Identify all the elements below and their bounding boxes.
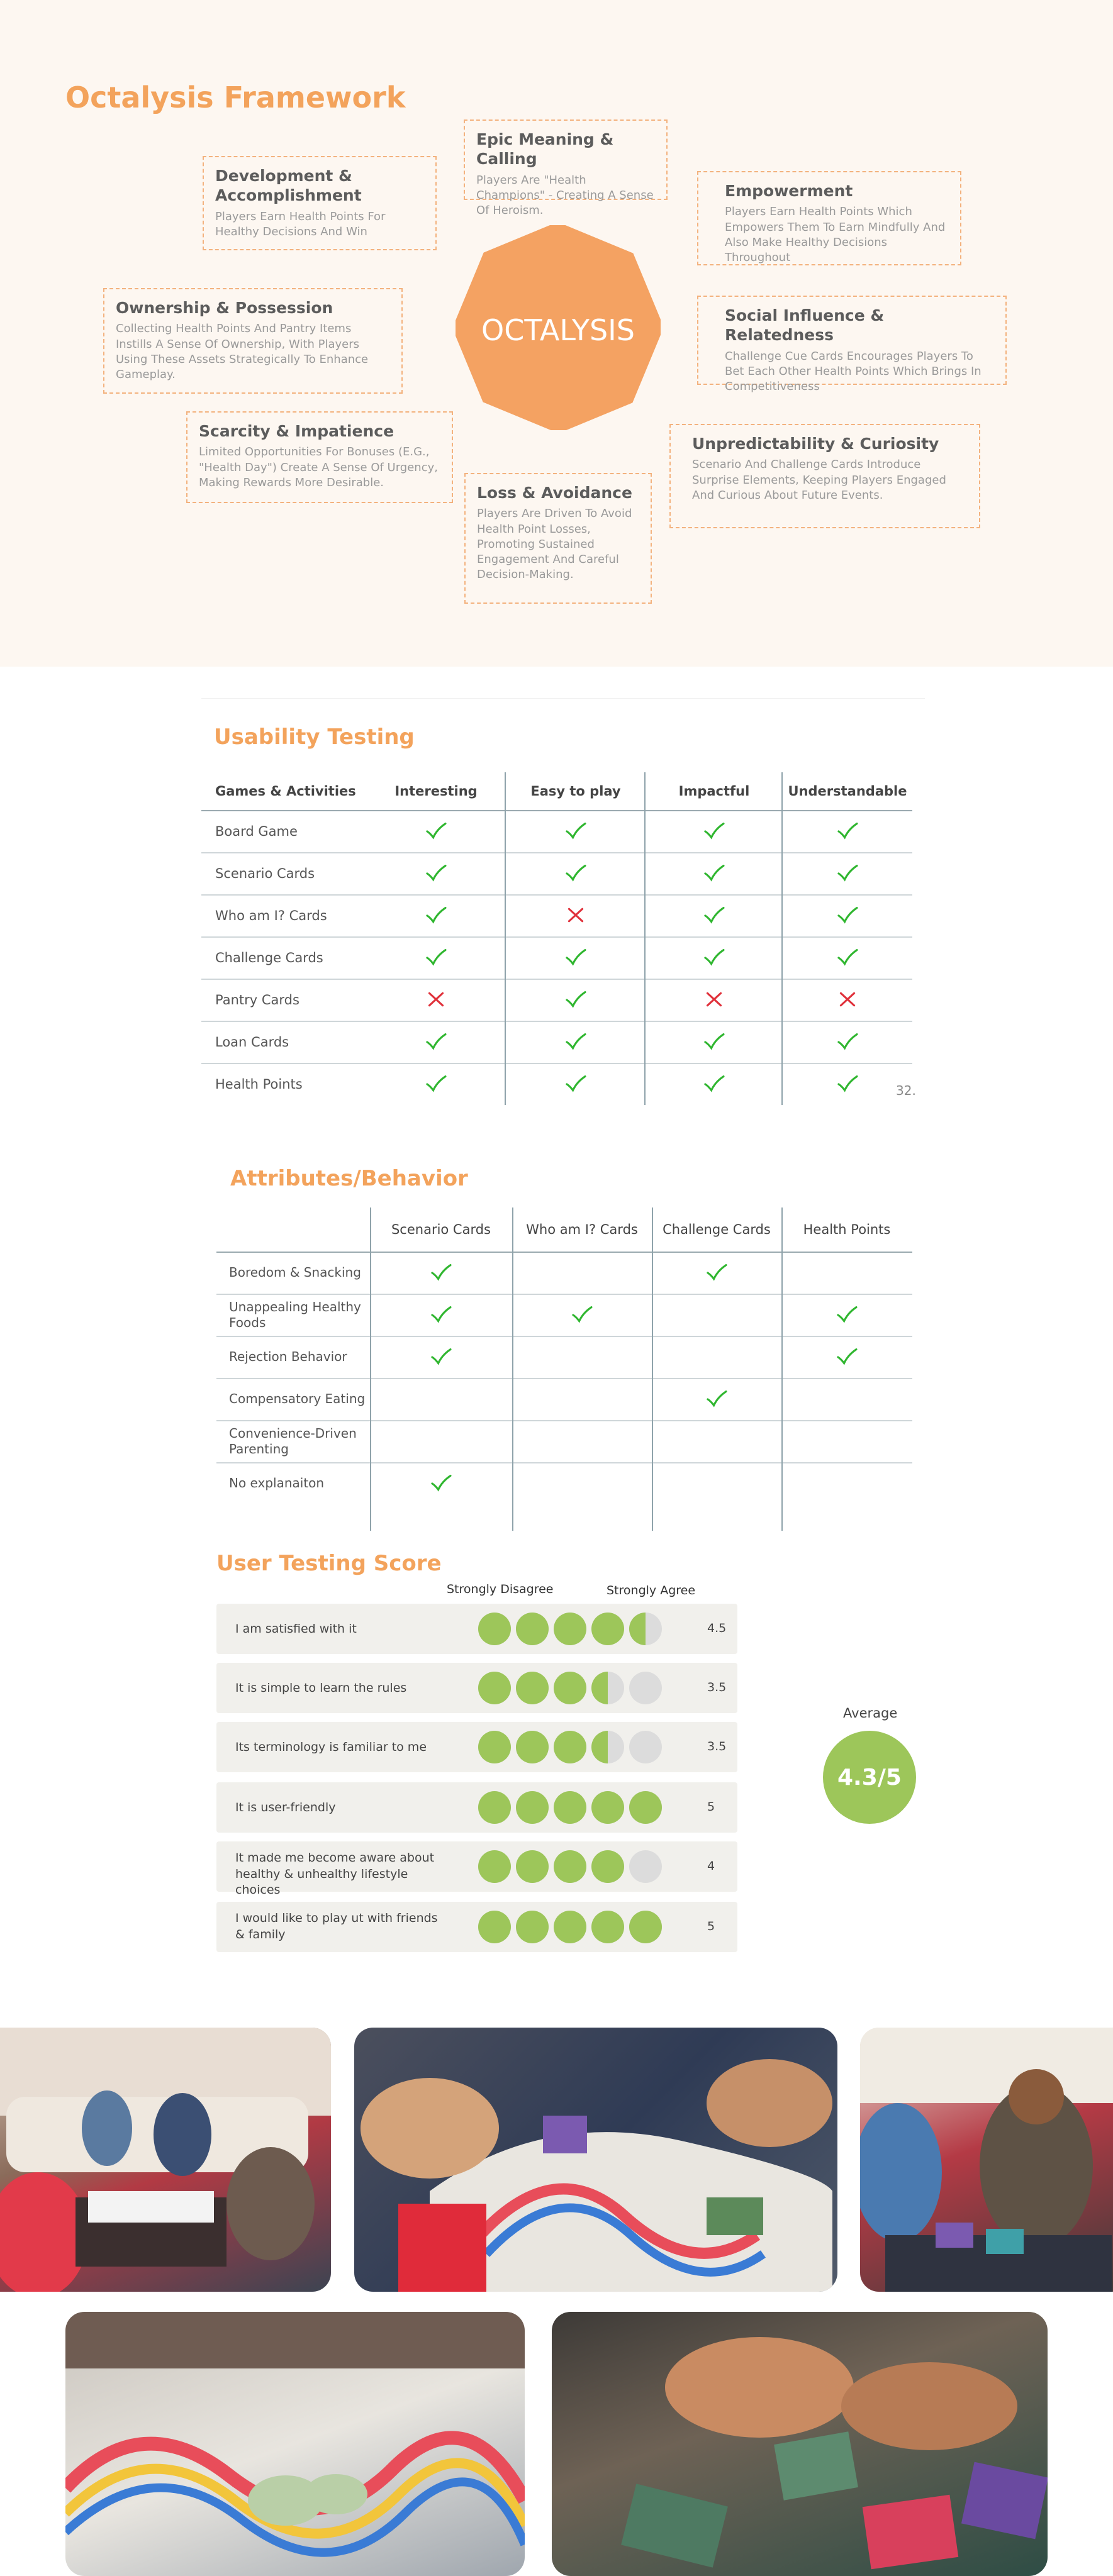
row-divider bbox=[201, 1063, 912, 1064]
drive-desc: Players Are "Health Champions" - Creating A Sense Of Heroism. bbox=[476, 173, 654, 218]
score-row bbox=[216, 1841, 737, 1897]
check-icon bbox=[704, 1263, 729, 1282]
row-label: Rejection Behavior bbox=[229, 1349, 347, 1364]
octagon-label: OCTALYSIS bbox=[481, 313, 635, 347]
drive-title: Scarcity & Impatience bbox=[199, 422, 394, 440]
score-dot bbox=[478, 1731, 511, 1763]
check-icon bbox=[423, 821, 449, 840]
column-divider bbox=[781, 772, 783, 1105]
drive-unpredictability bbox=[669, 424, 980, 528]
row-label: Who am I? Cards bbox=[215, 908, 327, 923]
score-dot-fill bbox=[516, 1613, 549, 1645]
score-dot-fill bbox=[478, 1613, 511, 1645]
check-icon bbox=[563, 990, 588, 1009]
drive-title: Unpredictability & Curiosity bbox=[692, 435, 939, 453]
column-header: Who am I? Cards bbox=[526, 1222, 638, 1237]
row-label: Convenience-Driven Parenting bbox=[229, 1425, 357, 1457]
drive-desc: Limited Opportunities For Bonuses (E.G., "Health Day") Create A Sense Of Urgency, Making Rewards More Desirable. bbox=[199, 445, 438, 489]
score-dot-fill bbox=[516, 1791, 549, 1824]
score-row bbox=[216, 1604, 737, 1654]
check-icon bbox=[702, 1074, 727, 1093]
score-dot-fill bbox=[554, 1911, 586, 1943]
column-header: Games & Activities bbox=[215, 784, 356, 799]
score-dot bbox=[591, 1731, 624, 1763]
drive-ownership bbox=[103, 288, 403, 394]
score-dot-fill bbox=[629, 1911, 662, 1943]
score-dot-fill bbox=[591, 1731, 608, 1763]
photo-kids-with-cards bbox=[860, 2028, 1113, 2292]
score-dot bbox=[516, 1791, 549, 1824]
column-header: Easy to play bbox=[530, 784, 621, 799]
score-dot bbox=[629, 1731, 662, 1763]
scale-low-label: Strongly Disagree bbox=[447, 1582, 554, 1596]
score-dot bbox=[554, 1731, 586, 1763]
usability-title: Usability Testing bbox=[214, 724, 415, 750]
average-label: Average bbox=[843, 1706, 898, 1721]
score-value: 5 bbox=[707, 1800, 715, 1814]
score-dot-fill bbox=[591, 1850, 624, 1883]
check-icon bbox=[423, 906, 449, 924]
score-question: It is user-friendly bbox=[235, 1801, 336, 1814]
check-icon bbox=[563, 1074, 588, 1093]
drive-development bbox=[203, 156, 437, 250]
score-dot bbox=[478, 1850, 511, 1883]
column-divider bbox=[644, 772, 646, 1105]
check-icon bbox=[835, 1074, 860, 1093]
score-dot-fill bbox=[516, 1731, 549, 1763]
photo-board-game-path bbox=[65, 2312, 525, 2576]
score-dot bbox=[554, 1613, 586, 1645]
photo-illustration bbox=[354, 2028, 837, 2292]
score-dot bbox=[629, 1791, 662, 1824]
divider bbox=[201, 698, 925, 699]
score-dot bbox=[478, 1613, 511, 1645]
score-dot bbox=[629, 1672, 662, 1704]
score-dot bbox=[591, 1791, 624, 1824]
check-icon bbox=[834, 1347, 859, 1366]
row-label: No explanaiton bbox=[229, 1475, 325, 1491]
check-icon bbox=[835, 906, 860, 924]
drive-desc: Players Are Driven To Avoid Health Point Losses, Promoting Sustained Engagement And Careful Decision-Making. bbox=[477, 507, 632, 582]
score-dot-fill bbox=[516, 1911, 549, 1943]
score-row bbox=[216, 1782, 737, 1833]
score-dot bbox=[554, 1672, 586, 1704]
row-label: Pantry Cards bbox=[215, 992, 299, 1008]
score-dot-fill bbox=[516, 1672, 549, 1704]
row-label: Boredom & Snacking bbox=[229, 1265, 361, 1280]
score-title: User Testing Score bbox=[216, 1551, 442, 1576]
photo-illustration bbox=[0, 2028, 331, 2292]
score-value: 4 bbox=[707, 1859, 715, 1873]
score-dot-fill bbox=[591, 1672, 608, 1704]
score-dot-fill bbox=[554, 1850, 586, 1883]
score-value: 5 bbox=[707, 1919, 715, 1933]
score-dot-fill bbox=[554, 1791, 586, 1824]
score-dot bbox=[629, 1911, 662, 1943]
column-header: Health Points bbox=[803, 1222, 891, 1237]
score-dot bbox=[629, 1613, 662, 1645]
column-header: Impactful bbox=[678, 784, 750, 799]
cross-icon bbox=[423, 990, 449, 1009]
score-dot-fill bbox=[554, 1613, 586, 1645]
score-row bbox=[216, 1902, 737, 1952]
score-dot bbox=[478, 1672, 511, 1704]
score-value: 3.5 bbox=[707, 1740, 727, 1753]
drive-epic-meaning bbox=[464, 119, 668, 218]
cross-icon bbox=[702, 990, 727, 1009]
score-dot bbox=[591, 1911, 624, 1943]
score-dot-fill bbox=[591, 1613, 624, 1645]
scale-high-label: Strongly Agree bbox=[607, 1584, 696, 1597]
score-dot bbox=[516, 1613, 549, 1645]
score-dot bbox=[516, 1850, 549, 1883]
score-value: 3.5 bbox=[707, 1680, 727, 1694]
drive-loss-avoidance bbox=[464, 473, 652, 604]
row-divider bbox=[201, 979, 912, 980]
header-divider bbox=[201, 810, 912, 811]
drive-title: Ownership & Possession bbox=[116, 299, 333, 317]
column-header: Challenge Cards bbox=[663, 1222, 771, 1237]
octalysis-title: Octalysis Framework bbox=[65, 80, 406, 114]
drive-title: Loss & Avoidance bbox=[477, 484, 632, 502]
score-dot bbox=[554, 1791, 586, 1824]
octagon-center bbox=[456, 225, 661, 430]
check-icon bbox=[563, 1032, 588, 1051]
score-dot-fill bbox=[629, 1613, 646, 1645]
drive-title: Epic Meaning & Calling bbox=[476, 130, 614, 169]
column-divider bbox=[652, 1208, 653, 1531]
score-dot-fill bbox=[591, 1791, 624, 1824]
score-dot-fill bbox=[478, 1672, 511, 1704]
score-dot bbox=[516, 1911, 549, 1943]
row-label: Unappealing Healthy Foods bbox=[229, 1299, 361, 1330]
attributes-title: Attributes/Behavior bbox=[230, 1166, 468, 1191]
check-icon bbox=[835, 863, 860, 882]
score-dot bbox=[516, 1672, 549, 1704]
drive-desc: Players Earn Health Points Which Empowers Them To Earn Mindfully And Also Make Healthy Decisions Throughout bbox=[725, 205, 946, 265]
score-dot bbox=[629, 1850, 662, 1883]
cross-icon bbox=[563, 906, 588, 924]
drive-empowerment bbox=[697, 171, 961, 265]
check-icon bbox=[702, 1032, 727, 1051]
check-icon bbox=[423, 1074, 449, 1093]
photo-hands-cards bbox=[552, 2312, 1048, 2576]
score-dot bbox=[591, 1850, 624, 1883]
row-label: Health Points bbox=[215, 1076, 303, 1092]
check-icon bbox=[702, 821, 727, 840]
score-dot bbox=[478, 1911, 511, 1943]
check-icon bbox=[563, 948, 588, 967]
cross-icon bbox=[835, 990, 860, 1009]
drive-desc: Challenge Cue Cards Encourages Players To Bet Each Other Health Points Which Brings In Competitiveness bbox=[725, 349, 982, 394]
score-question: It made me become aware about healthy & unhealthy lifestyle choices bbox=[235, 1851, 435, 1897]
check-icon bbox=[702, 948, 727, 967]
score-dot-fill bbox=[478, 1911, 511, 1943]
column-divider bbox=[512, 1208, 513, 1531]
score-dot-fill bbox=[591, 1911, 624, 1943]
column-header: Understandable bbox=[788, 784, 907, 799]
column-divider bbox=[370, 1208, 371, 1531]
check-icon bbox=[702, 863, 727, 882]
column-header: Interesting bbox=[394, 784, 478, 799]
drive-title: Empowerment bbox=[725, 182, 853, 200]
drive-desc: Scenario And Challenge Cards Introduce Surprise Elements, Keeping Players Engaged And Curious About Future Events. bbox=[692, 458, 946, 502]
check-icon bbox=[428, 1263, 454, 1282]
score-value: 4.5 bbox=[707, 1621, 727, 1635]
octalysis-section bbox=[0, 0, 1113, 667]
score-dot-fill bbox=[478, 1791, 511, 1824]
row-label: Scenario Cards bbox=[215, 865, 315, 881]
page-number: 32. bbox=[896, 1083, 916, 1098]
row-label: Compensatory Eating bbox=[229, 1391, 366, 1406]
row-label: Board Game bbox=[215, 823, 298, 839]
average-value: 4.3/5 bbox=[837, 1764, 902, 1790]
score-dot-fill bbox=[629, 1791, 662, 1824]
score-question: It is simple to learn the rules bbox=[235, 1681, 407, 1695]
score-question: I am satisfied with it bbox=[235, 1622, 357, 1636]
check-icon bbox=[704, 1389, 729, 1408]
score-dot bbox=[554, 1850, 586, 1883]
score-dot bbox=[516, 1731, 549, 1763]
score-dot-fill bbox=[516, 1850, 549, 1883]
score-question: Its terminology is familiar to me bbox=[235, 1740, 427, 1754]
check-icon bbox=[563, 821, 588, 840]
column-divider bbox=[781, 1208, 783, 1531]
check-icon bbox=[835, 1032, 860, 1051]
check-icon bbox=[423, 948, 449, 967]
column-divider bbox=[505, 772, 506, 1105]
score-dot-fill bbox=[478, 1850, 511, 1883]
score-row bbox=[216, 1722, 737, 1772]
check-icon bbox=[428, 1474, 454, 1492]
drive-title: Social Influence & Relatedness bbox=[725, 306, 885, 345]
row-label: Loan Cards bbox=[215, 1034, 289, 1050]
drive-desc: Collecting Health Points And Pantry Items Instills A Sense Of Ownership, With Players Using These Assets Strategically To Enhance Gameplay. bbox=[116, 322, 369, 382]
score-dot-fill bbox=[554, 1672, 586, 1704]
check-icon bbox=[835, 948, 860, 967]
score-question: I would like to play ut with friends & family bbox=[235, 1911, 438, 1941]
score-dot bbox=[554, 1911, 586, 1943]
photo-board-game-closeup bbox=[354, 2028, 837, 2292]
drive-scarcity bbox=[186, 411, 453, 503]
photo-illustration bbox=[65, 2312, 525, 2576]
photo-illustration bbox=[860, 2028, 1113, 2292]
score-dot-fill bbox=[478, 1731, 511, 1763]
row-divider bbox=[201, 1021, 912, 1022]
drive-title: Development & Accomplishment bbox=[215, 167, 362, 205]
check-icon bbox=[702, 906, 727, 924]
drive-social-influence bbox=[697, 296, 1007, 394]
score-row bbox=[216, 1663, 737, 1713]
photo-kids-playing-sofa bbox=[0, 2028, 331, 2292]
check-icon bbox=[428, 1347, 454, 1366]
photo-illustration bbox=[552, 2312, 1048, 2576]
score-dot bbox=[478, 1791, 511, 1824]
score-dot bbox=[591, 1672, 624, 1704]
check-icon bbox=[423, 1032, 449, 1051]
column-header: Scenario Cards bbox=[391, 1222, 491, 1237]
drive-desc: Players Earn Health Points For Healthy Decisions And Win bbox=[215, 209, 386, 238]
check-icon bbox=[569, 1305, 595, 1324]
check-icon bbox=[423, 863, 449, 882]
score-dot bbox=[591, 1613, 624, 1645]
row-label: Challenge Cards bbox=[215, 950, 323, 965]
check-icon bbox=[428, 1305, 454, 1324]
score-dot-fill bbox=[554, 1731, 586, 1763]
check-icon bbox=[563, 863, 588, 882]
check-icon bbox=[835, 821, 860, 840]
check-icon bbox=[834, 1305, 859, 1324]
average-badge bbox=[823, 1731, 916, 1824]
